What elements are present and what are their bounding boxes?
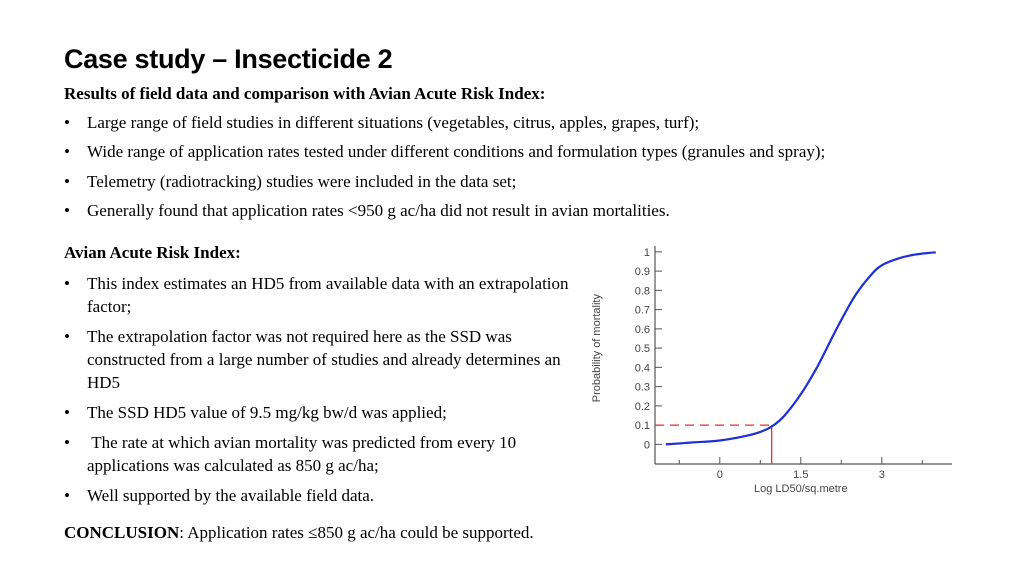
list-item-text: Generally found that application rates <950 g ac/ha did not result in avian mortalities.: [87, 200, 670, 220]
risk-index-list: [64, 272, 584, 514]
curve-group: [666, 252, 936, 444]
bullet-icon: •: [64, 433, 70, 452]
x-tick-label: 0: [716, 469, 723, 481]
subheading: Results of field data and comparison with Avian Acute Risk Index:: [64, 84, 546, 103]
list-item: [64, 201, 825, 230]
y-tick-label: 0.9: [634, 266, 650, 279]
bullet-icon: •: [64, 142, 70, 162]
y-tick-label: 0.3: [634, 381, 650, 394]
list-item: [64, 484, 584, 507]
bullet-icon: •: [64, 113, 70, 132]
x-tick-label: 3: [878, 469, 885, 481]
list-item: [64, 272, 584, 318]
page-title: Case study – Insecticide 2: [64, 44, 393, 74]
y-tick-label: 0.4: [634, 362, 650, 375]
bullet-icon: •: [64, 200, 70, 220]
field-results-list: [64, 113, 825, 230]
mortality-curve: [666, 252, 936, 444]
bullet-icon: •: [64, 274, 70, 293]
y-tick-label: 0.6: [634, 323, 650, 336]
list-item-text: Wide range of application rates tested under different conditions and formulation types (granules and spray);: [87, 142, 826, 162]
risk-index-heading: Avian Acute Risk Index:: [64, 243, 241, 262]
mortality-chart: [585, 236, 965, 506]
bullet-icon: •: [64, 486, 70, 505]
bullet-icon: •: [64, 403, 70, 422]
list-item: [64, 325, 584, 394]
bullet-icon: •: [64, 327, 70, 346]
y-tick-label: 0.7: [634, 304, 650, 317]
list-item-text: Large range of field studies in different situations (vegetables, citrus, apples, grapes, turf);: [87, 113, 700, 132]
list-item-text: The SSD HD5 value of 9.5 mg/kg bw/d was applied;: [87, 403, 447, 422]
y-tick-label: 0.5: [634, 343, 650, 356]
y-tick-label: 1: [643, 246, 650, 259]
y-tick-label: 0.1: [634, 420, 650, 433]
conclusion: [64, 523, 534, 543]
list-item-text: Telemetry (radiotracking) studies were included in the data set;: [87, 171, 517, 191]
list-item-text: Well supported by the available field data.: [87, 486, 375, 505]
conclusion-text: : Application rates ≤850 g ac/ha could be supported.: [179, 523, 534, 542]
y-tick-label: 0.2: [634, 400, 650, 413]
list-item-text: The extrapolation factor was not required here as the SSD was constructed from a large number of studies and already determines an HD5: [87, 327, 561, 392]
y-tick-label: 0: [643, 439, 650, 452]
list-item: [64, 401, 584, 424]
x-tick-label: 1.5: [793, 469, 809, 481]
y-tick-label: 0.8: [634, 285, 650, 298]
x-axis-label: Log LD50/sq.metre: [754, 483, 848, 495]
bullet-icon: •: [64, 171, 70, 191]
list-item: [64, 172, 825, 201]
conclusion-label: CONCLUSION: [64, 523, 180, 542]
list-item-text: This index estimates an HD5 from available data with an extrapolation factor;: [87, 274, 569, 316]
list-item: [64, 142, 825, 171]
list-item: [64, 431, 584, 477]
y-axis-label: Probability of mortality: [591, 294, 603, 403]
chart-axes: [635, 246, 952, 481]
list-item: [64, 113, 825, 142]
list-item-text: The rate at which avian mortality was predicted from every 10 applications was calculated as 850 g ac/ha;: [87, 433, 521, 475]
